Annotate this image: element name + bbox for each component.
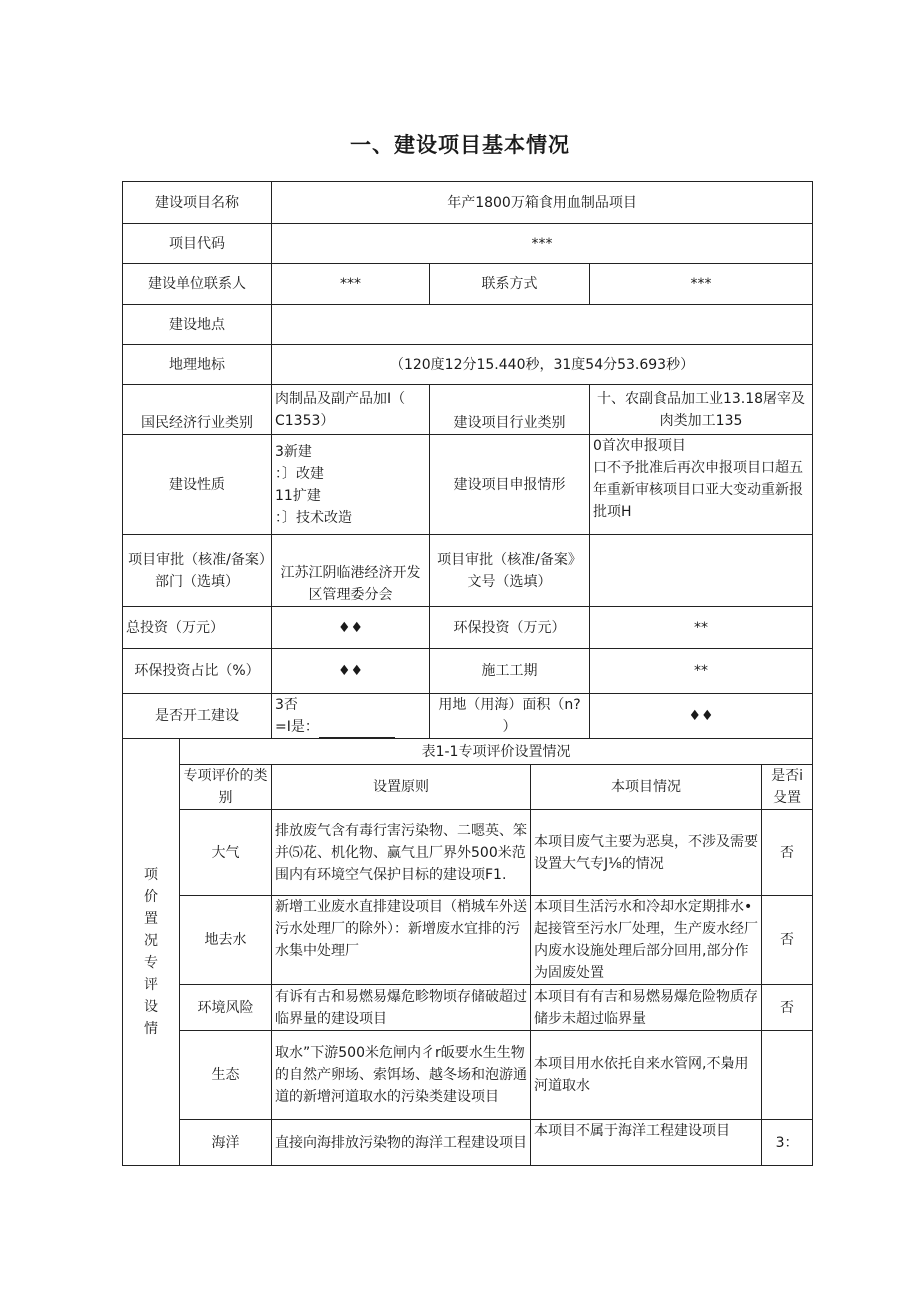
row-category: 生态 bbox=[180, 1031, 272, 1120]
header-category: 专项评价的类别 bbox=[180, 765, 272, 810]
approval-dept-value: 江苏江阴临港经济开发区管理委分会 bbox=[272, 535, 430, 607]
location-label: 建设地点 bbox=[123, 305, 272, 345]
side-char: 评 bbox=[144, 977, 158, 993]
geo-label: 地理地标 bbox=[123, 345, 272, 385]
side-char: 设 bbox=[144, 999, 158, 1015]
row-env-ratio bbox=[123, 649, 813, 694]
row-principle: 有诉有古和易燃易爆危畛物顷存储破超过临界量的建设项目 bbox=[272, 985, 531, 1031]
project-industry-value: 十、农副食品加工业13.18屠宰及肉类加工135 bbox=[590, 385, 813, 435]
area-value: ♦♦ bbox=[590, 694, 813, 739]
started-value bbox=[272, 694, 430, 739]
row-situation: 本项目用水依托自来水管网,不梟用河道取水 bbox=[531, 1031, 762, 1120]
approval-dept-label: 项目审批（核准/备案）部门（选填） bbox=[123, 535, 272, 607]
project-name-label: 建设项目名称 bbox=[123, 182, 272, 224]
special-side-label bbox=[123, 739, 180, 1166]
row-category: 海洋 bbox=[180, 1120, 272, 1166]
area-label: 用地（用海）面积（n? ） bbox=[430, 694, 590, 739]
geo-value: （120度12分15.440秒，31度54分53.693秒） bbox=[272, 345, 813, 385]
location-value bbox=[272, 305, 813, 345]
row-principle: 新增工业废水直排建设项目（梢城车外送污水处理厂的除外）：新增废水宜排的污水集中处理厂 bbox=[272, 896, 531, 985]
project-name-value: 年产1800万箱食用血制品项目 bbox=[272, 182, 813, 224]
special-header-row bbox=[123, 765, 813, 810]
project-info-table bbox=[122, 181, 813, 1166]
row-started bbox=[123, 694, 813, 739]
invest-value: ♦♦ bbox=[272, 607, 430, 649]
row-set: 否 bbox=[762, 985, 813, 1031]
row-location bbox=[123, 305, 813, 345]
declaration-label: 建设项目申报情形 bbox=[430, 435, 590, 535]
industry-label: 国民经济行业类别 bbox=[123, 385, 272, 435]
row-situation: 本项目有有吉和易燃易爆危险物质存储步未超过临界量 bbox=[531, 985, 762, 1031]
nature-label: 建设性质 bbox=[123, 435, 272, 535]
table-row bbox=[123, 985, 813, 1031]
row-situation: 本项目不属于海洋工程建设项目 bbox=[531, 1120, 762, 1166]
side-char: 置 bbox=[144, 911, 158, 927]
side-char: 项 bbox=[144, 867, 158, 883]
table-row bbox=[123, 810, 813, 896]
started-no: 3否 bbox=[275, 697, 298, 713]
row-set: 3： bbox=[762, 1120, 813, 1166]
row-situation: 本项目废气主要为恶臭，不涉及需要设置大气专J⅛的情况 bbox=[531, 810, 762, 896]
started-label: 是否开工建设 bbox=[123, 694, 272, 739]
contact-value: *** bbox=[272, 264, 430, 305]
period-value: ** bbox=[590, 649, 813, 694]
approval-doc-label: 项目审批（核准/备案》文号（选填） bbox=[430, 535, 590, 607]
blank-underline bbox=[319, 723, 395, 738]
special-caption: 表1-1专项评价设置情况 bbox=[180, 739, 813, 765]
contact-label: 建设单位联系人 bbox=[123, 264, 272, 305]
approval-doc-value bbox=[590, 535, 813, 607]
env-ratio-value: ♦♦ bbox=[272, 649, 430, 694]
period-label: 施工工期 bbox=[430, 649, 590, 694]
project-code-value: *** bbox=[272, 224, 813, 264]
row-category: 环境风险 bbox=[180, 985, 272, 1031]
row-principle: 取水”下游500米危闸内彳r皈要水生生物的自然产卵场、索饵场、越冬场和泡游通道的新增河道取水的污染类建设项目 bbox=[272, 1031, 531, 1120]
side-char: 况 bbox=[144, 933, 158, 949]
env-invest-label: 环保投资（万元） bbox=[430, 607, 590, 649]
row-set: 否 bbox=[762, 810, 813, 896]
env-invest-value: ** bbox=[590, 607, 813, 649]
invest-label: 总投资（万元） bbox=[123, 607, 272, 649]
row-project-code bbox=[123, 224, 813, 264]
contact-method-value: *** bbox=[590, 264, 813, 305]
row-principle: 排放废气含有毒行害污染物、二嗯英、笨并⑸花、机化物、赢气且厂界外500米范围内有环境空气保护目标的建设项F1. bbox=[272, 810, 531, 896]
side-char: 专 bbox=[144, 955, 158, 971]
row-industry bbox=[123, 385, 813, 435]
table-row bbox=[123, 1120, 813, 1166]
project-industry-label: 建设项目行业类别 bbox=[430, 385, 590, 435]
row-set bbox=[762, 1031, 813, 1120]
table-row bbox=[123, 1031, 813, 1120]
nature-value: 3新建 ：〕改建 11扩建 ：〕技术改造 bbox=[272, 435, 430, 535]
row-nature bbox=[123, 435, 813, 535]
declaration-value: 0首次申报项目 口不予批准后再次申报项目口超五年重新审核项目口亚大变动重新报批项H bbox=[590, 435, 813, 535]
row-special-caption bbox=[123, 739, 813, 765]
row-principle: 直接向海排放污染物的海洋工程建设项目 bbox=[272, 1120, 531, 1166]
row-investment bbox=[123, 607, 813, 649]
header-set: 是否i殳置 bbox=[762, 765, 813, 810]
project-code-label: 项目代码 bbox=[123, 224, 272, 264]
industry-value: 肉制品及副产品加I（ C1353） bbox=[272, 385, 430, 435]
header-principle: 设置原则 bbox=[272, 765, 531, 810]
row-situation: 本项目生活污水和冷却水定期排水•起接管至污水厂处理，生产废水经厂内废水设施处理后部分回用,部分作为固废处置 bbox=[531, 896, 762, 985]
side-char: 价 bbox=[144, 889, 158, 905]
row-category: 大气 bbox=[180, 810, 272, 896]
row-contact bbox=[123, 264, 813, 305]
page-title: 一、建设项目基本情况 bbox=[350, 133, 570, 157]
row-category: 地去水 bbox=[180, 896, 272, 985]
started-yes: =I是： bbox=[275, 716, 426, 738]
contact-method-label: 联系方式 bbox=[430, 264, 590, 305]
row-approval bbox=[123, 535, 813, 607]
header-situation: 本项目情况 bbox=[531, 765, 762, 810]
row-geo bbox=[123, 345, 813, 385]
side-char: 情 bbox=[144, 1021, 158, 1037]
env-ratio-label: 环保投资占比（%） bbox=[123, 649, 272, 694]
row-set: 否 bbox=[762, 896, 813, 985]
table-row bbox=[123, 896, 813, 985]
row-project-name bbox=[123, 182, 813, 224]
